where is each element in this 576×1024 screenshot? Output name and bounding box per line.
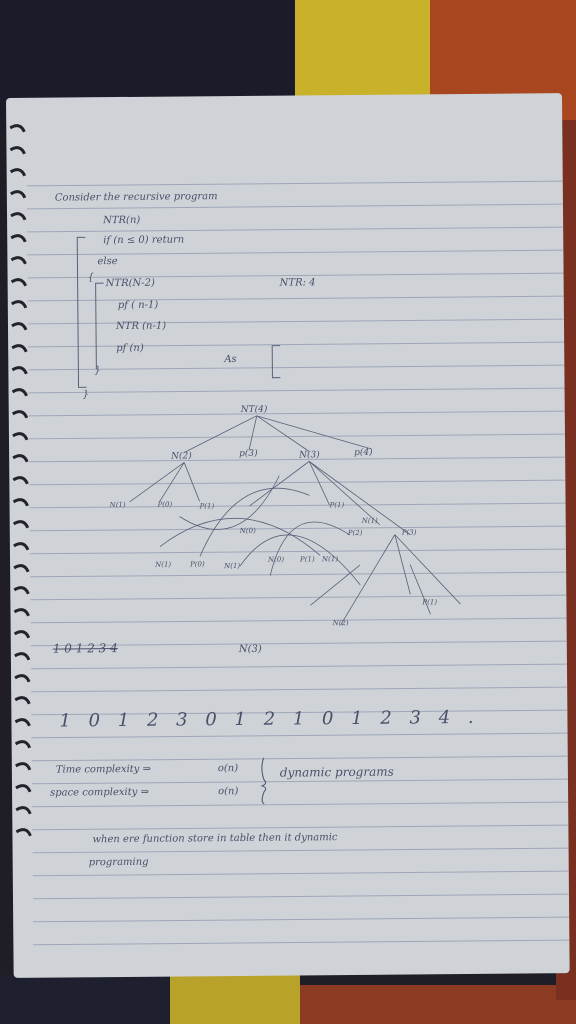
tree-leaf: P(1) [300,555,315,564]
tree-leaf: N(1) [109,500,126,510]
recursion-tree [6,93,570,978]
base-case-text: if (n ≤ 0) return [103,234,185,247]
tree-leaf: N(2) [332,619,349,628]
tree-leaf: P(0) [157,500,173,509]
background-bottom-yellow [170,975,300,1024]
tree-root-label: NT(4) [240,404,268,415]
call1-text: NTR(N-2) [105,277,155,290]
notebook-page [6,93,570,978]
note-line2: programing [88,856,149,869]
time-complexity-value: o(n) [217,763,239,775]
else-text: else [97,256,118,268]
print2-text: pf (n) [116,342,144,355]
brace-text: { [87,272,94,284]
background-bottom-dark [0,975,175,1024]
output-sequence: 1 0 1 2 3 0 1 2 1 0 1 2 3 4 . [59,706,480,732]
struck-sequence: 1 0 1 2 3 4 [52,641,118,656]
tree-leaf: P(2) [347,528,363,538]
tree-leaf: N(1) [224,561,241,571]
tree-leaf: N(0) [268,555,285,564]
tree-node-n2: N(2) [171,451,192,462]
tree-leaf: P(1) [199,502,215,511]
tree-leaf: P(3) [401,528,417,537]
func-def-text: NTR(n) [103,214,141,227]
time-complexity-label: Time complexity ⇒ [55,763,152,776]
complexity-brace [258,756,272,806]
close2-text: } [82,389,90,401]
call2-text: NTR (n-1) [115,320,167,333]
tree-leaf: N(1) [155,560,172,569]
space-complexity-value: o(n) [218,785,239,798]
tree-leaf: P(1) [422,598,438,607]
space-complexity-label: space complexity ⇒ [50,786,150,799]
close1-text: } [94,365,101,377]
tree-node-n3: N(3) [299,450,320,461]
heading-text: Consider the recursive program [54,191,218,204]
tree-leaf: P(0) [190,560,205,569]
ans-label-text: As [224,353,237,366]
tree-leaf: N(0) [239,526,256,535]
background-bottom-red [300,985,576,1024]
note-line1: when ere function store in table then it dynamic [92,832,338,846]
print1-text: pf ( n-1) [117,299,159,312]
side-label-text: NTR: 4 [279,277,316,289]
tree-node-p4: p(4) [354,447,373,458]
dp-label: dynamic programs [279,764,394,780]
tree-node-p3: p(3) [239,448,258,459]
tree-leaf: P(1) [329,501,345,510]
tree-leaf: N(1) [361,516,378,525]
tree-leaf: N(1) [322,555,339,564]
struck-label: N(3) [238,643,262,655]
